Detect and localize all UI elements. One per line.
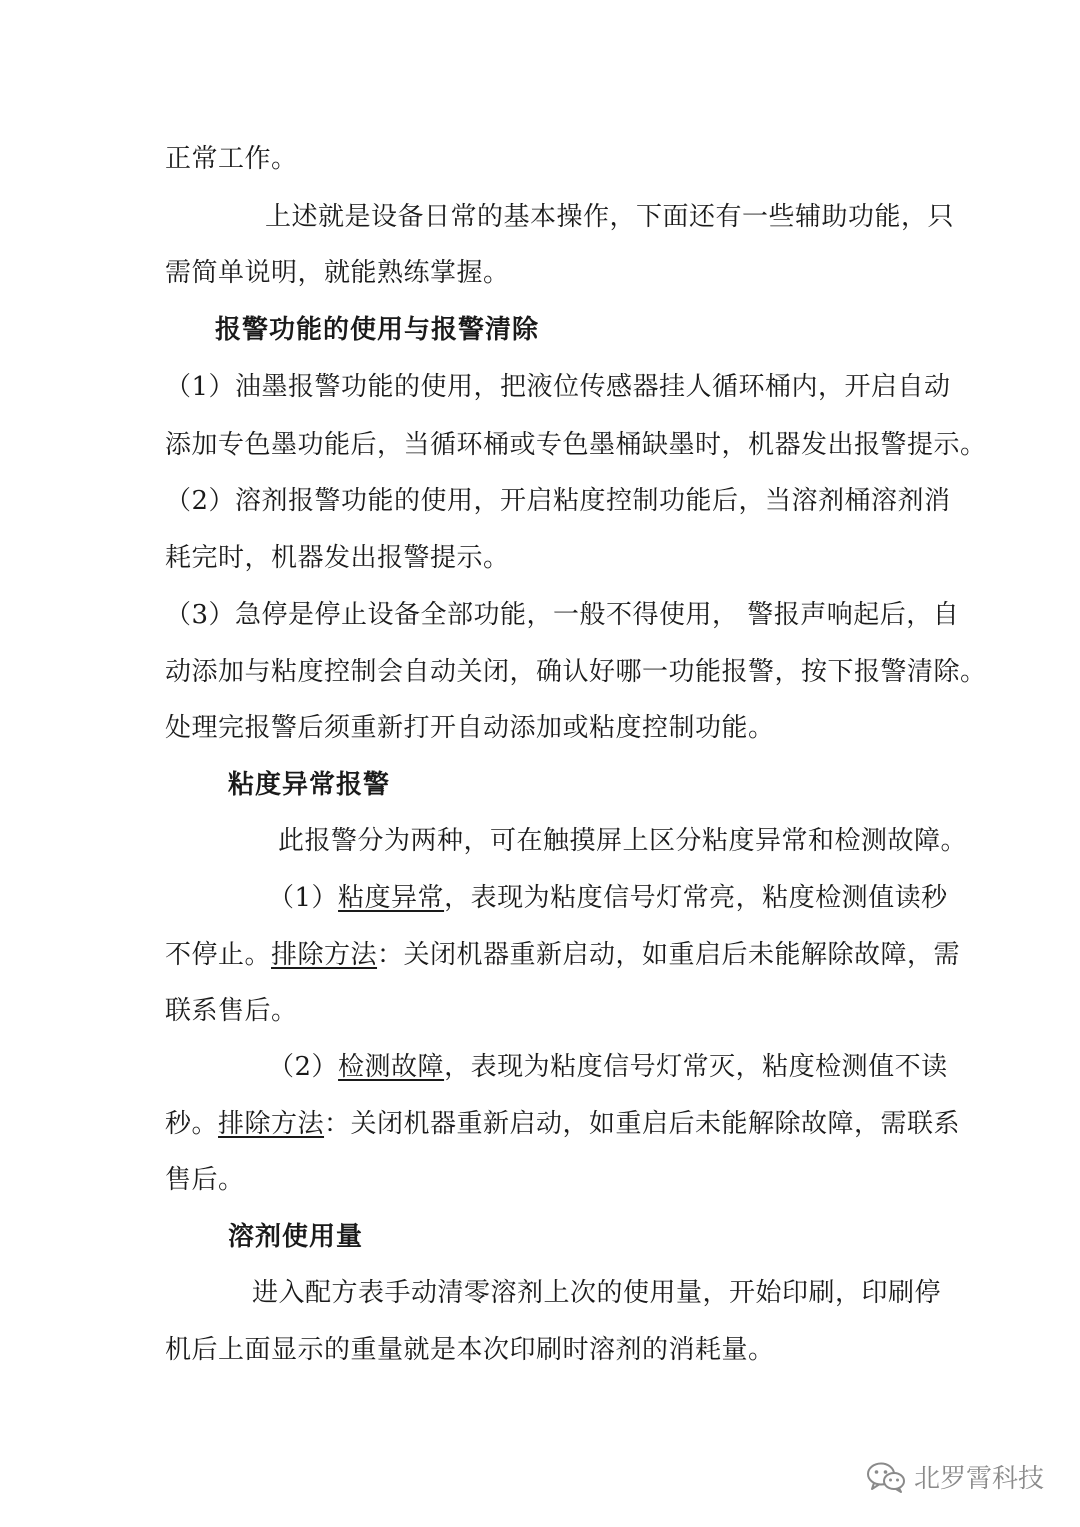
text-line: 机后上面显示的重量就是本次印刷时溶剂的消耗量。 [165,1335,775,1365]
text-line: （3）急停是停止设备全部功能，一般不得使用， 警报声响起后，自 [165,600,960,630]
underlined-term: 检测故障 [338,1052,445,1082]
section-heading: 报警功能的使用与报警清除 [215,315,540,345]
text-line: （1）粘度异常，表现为粘度信号灯常亮，粘度检测值读秒 [268,883,948,913]
text-line: 动添加与粘度控制会自动关闭，确认好哪一功能报警，按下报警清除。 [165,657,987,687]
wechat-icon [866,1460,906,1494]
text-line: 进入配方表手动清零溶剂上次的使用量，开始印刷，印刷停 [252,1278,942,1308]
underlined-term: 排除方法 [271,940,378,970]
watermark [866,1458,1044,1495]
text-line: 处理完报警后须重新打开自动添加或粘度控制功能。 [165,713,775,743]
underlined-term: 排除方法 [218,1109,325,1139]
text-line: 耗完时，机器发出报警提示。 [165,543,510,573]
text-line: 添加专色墨功能后，当循环桶或专色墨桶缺墨时，机器发出报警提示。 [165,430,987,460]
text-line: 秒。排除方法：关闭机器重新启动，如重启后未能解除故障，需联系 [165,1109,961,1139]
text-line: 正常工作。 [165,144,298,174]
text-line: 此报警分为两种，可在触摸屏上区分粘度异常和检测故障。 [278,826,968,856]
watermark-text: 北罗霄科技 [913,1464,1044,1494]
text-line: 上述就是设备日常的基本操作，下面还有一些辅助功能，只 [265,202,955,232]
text-line: 售后。 [165,1165,245,1195]
underlined-term: 粘度异常 [338,883,445,913]
text-line: 需简单说明，就能熟练掌握。 [165,258,510,288]
text-line: （2）溶剂报警功能的使用，开启粘度控制功能后，当溶剂桶溶剂消 [165,486,951,516]
section-heading: 溶剂使用量 [228,1222,364,1252]
section-heading: 粘度异常报警 [228,770,391,800]
text-line: 联系售后。 [165,996,298,1026]
text-line: 不停止。排除方法：关闭机器重新启动，如重启后未能解除故障，需 [165,940,961,970]
text-line: （2）检测故障，表现为粘度信号灯常灭，粘度检测值不读 [268,1052,948,1082]
text-line: （1）油墨报警功能的使用，把液位传感器挂人循环桶内，开启自动 [165,372,951,402]
